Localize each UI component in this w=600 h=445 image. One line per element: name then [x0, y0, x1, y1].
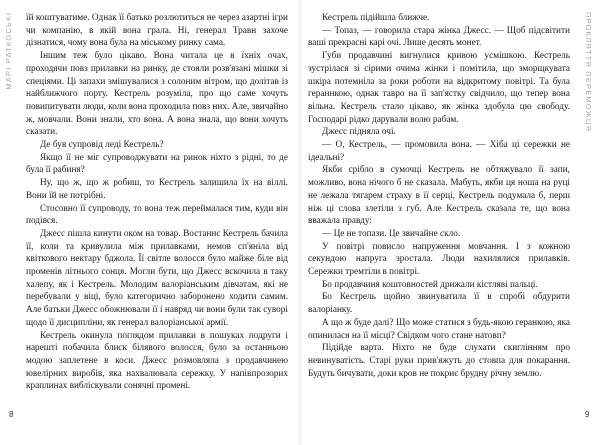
paragraph: Ну, що ж, що ж робиш, то Кестрель залишила їх на віллі. Вони їй не потрібні. [26, 178, 288, 201]
paragraph: Кестрель підійшла ближче. [322, 13, 430, 23]
paragraph: А що ж буде далі? Що може статися з будь-якою геранкою, яка опинилася на її місці? Свідком чого стане натовп? [308, 317, 570, 341]
left-running-head: МАРІ РАТКОСЬКІ [4, 12, 13, 90]
right-page [300, 0, 600, 445]
left-page-number: 8 [9, 410, 14, 419]
paragraph: Стосовно її супроводу, то вона теж переймалася тим, куди він подівся. [26, 203, 288, 227]
paragraph: Джесс підняла очі. [322, 127, 396, 138]
paragraph: У повітрі повисло напруження мовчання. І з кожною секундою напруга зростала. Люди нахилялися прилавків. Сережки тремтіли в повітрі. [308, 241, 570, 278]
paragraph: їй коштуватиме. Однак її батько розлютиться не через азартні ігри чи компанію, в якій вона грала. Ні, генерал Травн захоче дізнатися, чому вона була на міському ринку сама. [26, 13, 288, 49]
paragraph: Бо Кестрель щойно звинуватила її в спробі обдурити валоріанку. [308, 292, 570, 316]
left-body-text [26, 12, 288, 393]
right-running-head: ПРОКЛЯТТЯ ПЕРЕМОЖЦЯ [584, 12, 593, 133]
paragraph: Підійде варта. Ніхто не буде слухати скиглінням про невинуватість. Старі руки прив'яжуть до стовпа для покарання. Будуть бичувати, доки кров не покриє брудну річну землю. [308, 343, 570, 379]
paragraph: Де був супровід леді Кестрель? [40, 140, 164, 151]
paragraph: Губи продавчині вигнулися кривою усмішкою. Кестрель зустрілася зі сірими очима жінки і помітила, що зморщкувата шкіра потемніла за роки роботи на відкритому повітрі. Та була гераннкою, однак тавро на її зап'ястку свідчило, що тепер вона вільна. Кестрель стало цікаво, як жінка здобула цю свободу. Господарі рідко дарували волю рабам. [308, 51, 570, 125]
paragraph: Якщо її не міг супроводжувати на ринок ніхто з рідні, то де була її рабиня? [26, 152, 288, 176]
paragraph: — О, Кестрель, — промовила вона. — Хіба ці сережки не ідеальні? [308, 140, 570, 163]
paragraph: — Топаз, — говорила стара жінка Джесс. — Щоб підсвітити ваші прекрасні карі очі. Лише десять монет. [308, 25, 570, 49]
paragraph: Якби срібло в сумочці Кестрель не обтяжувало її запи, можливо, вона нічого б не сказала. Мабуть, якби ця ноша на руці не лежала тягарем страху в її серці, Кестрель подумала б, перш ніж ці слова злетіли з губ. Але Кестрель сказала те, що вона вважала правду: [308, 165, 570, 227]
paragraph: Бо продавчиня коштовностей дрижали кістляві пальці. [322, 279, 538, 290]
right-page-number: 9 [585, 410, 590, 419]
paragraph: Іншим теж було цікаво. Вона читала це в їхніх очах, проходячи повз прилавки на ринку, де стояли розв'язані мішки зі спеціями. Ці запахи змішувалися з солоним вітром, що долітав із найближчого порту. Кестрель розуміла, про що саме хочуть повипитувати люди, коли вона проходила повз них. Але, звичайно ж, мовчали. Вони знали, хто вона. А вона знала, що вони хочуть сказати. [26, 51, 288, 138]
paragraph: Джесс пішла кинути оком на товар. Востаннє Кестрель бачила її, коли та кривулила між прилавками, немов сп'яніла від квіткового нектару бджола. Її світле волосся було майже біле від променів літнього сонця. Могли бути, що Джесс вскочила в таку халепу, як і Кестрель. Молодим валоріанським дівчатам, які не перебували у віці, було категорично заборонено ходити самим. Але батьки Джесс обожнювали її і навряд чи вони були так суворі щодо її дисципліни, як генерал валоріанської армії. [26, 228, 288, 328]
right-body-text [308, 12, 570, 380]
paragraph: Кестрель окинула поглядом прилавки в пошуках подруги і нарешті побачила блиск білявого волосся, було за останньою модою заплетене в коси. Джесс розмовляла з продавчинею ювелірних виробів, яка нахвалювала сережку. У напівпрозорих краплинах вибліскували сонячні промені. [26, 330, 288, 392]
paragraph: — Це не топази. Це звичайне скло. [322, 228, 461, 239]
